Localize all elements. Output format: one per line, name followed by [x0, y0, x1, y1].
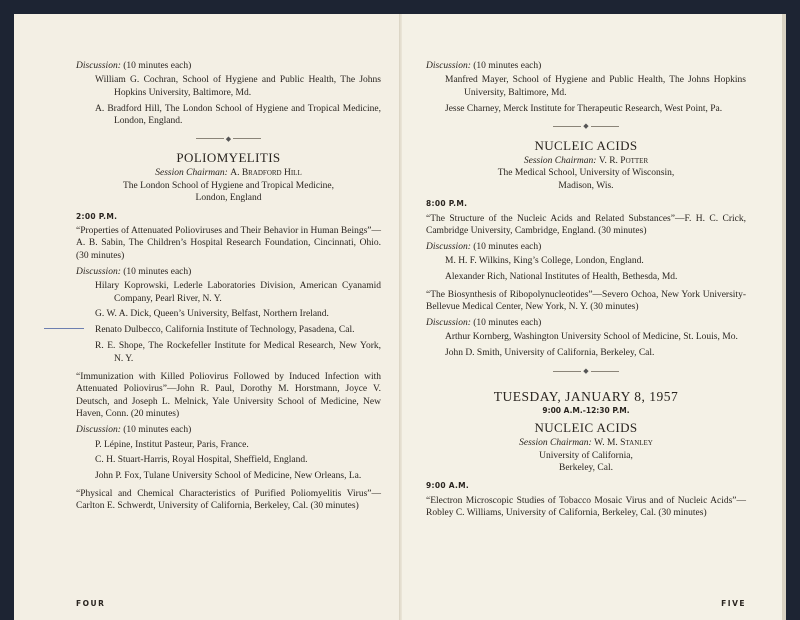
- discussant: A. Bradford Hill, The London School of Hygiene and Tropical Medicine, London, England.: [95, 103, 381, 127]
- discussant: William G. Cochran, School of Hygiene and Public Health, The Johns Hopkins University, Baltimore, Md.: [95, 75, 381, 98]
- chairman-name: V. R. Potter: [598, 155, 649, 166]
- discussion-line: [426, 241, 746, 253]
- paper-entry: “Immunization with Killed Poliovirus Followed by Induced Infection with Attenuated Poliovirus”—John R. Paul, Dorothy M. Horstmann, Joyce V. Deutsch, and Joseph L. Melnick, Yale University School of Medicine, New Haven, Conn. (20 minutes): [76, 372, 381, 420]
- discussant: Arthur Kornberg, Washington University School of Medicine, St. Louis, Mo.: [445, 332, 738, 343]
- day-time: 9:00 A.M.-12:30 P.M.: [542, 406, 630, 416]
- paper-entry: “Physical and Chemical Characteristics of Purified Poliomyelitis Virus”—Carlton E. Schwerdt, University of California, Berkeley, Cal. (30 minutes): [76, 488, 381, 512]
- session-time: 8:00 P.M.: [426, 199, 468, 209]
- paper-entry: “Electron Microscopic Studies of Tobacco Mosaic Virus and of Nucleic Acids”—Robley C. Williams, University of California, Berkeley, Cal. (30 minutes): [426, 495, 746, 519]
- session-time: 9:00 A.M.: [426, 481, 470, 491]
- booklet-edge: [782, 14, 786, 620]
- discussion-label: Discussion:: [426, 241, 471, 252]
- discussant: Renato Dulbecco, California Institute of Technology, Pasadena, Cal.: [95, 325, 355, 336]
- session-chairman: [76, 167, 381, 179]
- chairman-affiliation: Berkeley, Cal.: [559, 463, 613, 474]
- session-time: 2:00 P.M.: [76, 211, 118, 221]
- discussion-note: (10 minutes each): [123, 61, 192, 71]
- discussion-label: Discussion:: [76, 425, 121, 436]
- page-number: FOUR: [76, 599, 106, 608]
- discussant: Hilary Koprowski, Lederle Laboratories Division, American Cyanamid Company, Pearl River, N. Y.: [95, 281, 381, 304]
- discussion-line: [76, 266, 381, 278]
- session-chairman: [426, 155, 746, 167]
- discussant: John D. Smith, University of California, Berkeley, Cal.: [445, 348, 655, 359]
- page-number: FIVE: [721, 599, 746, 608]
- discussion-note: (10 minutes each): [473, 317, 542, 328]
- left-column: [76, 58, 381, 516]
- session-title: POLIOMYELITIS: [176, 149, 281, 165]
- ornament-divider: ◆: [426, 365, 746, 377]
- discussion-label: Discussion:: [426, 61, 471, 71]
- discussant: C. H. Stuart-Harris, Royal Hospital, Sheffield, England.: [95, 455, 308, 466]
- chairman-affiliation: The London School of Hygiene and Tropical Medicine,: [122, 180, 335, 191]
- discussant: G. W. A. Dick, Queen’s University, Belfast, Northern Ireland.: [95, 309, 329, 320]
- chairman-affiliation: Madison, Wis.: [558, 180, 614, 191]
- discussant: P. Lépine, Institut Pasteur, Paris, France.: [95, 439, 249, 450]
- session-chairman: [426, 437, 746, 449]
- chairman-label: Session Chairman:: [519, 438, 592, 449]
- chairman-name: W. M. Stanley: [594, 438, 653, 449]
- discussion-note: (10 minutes each): [473, 241, 542, 252]
- discussant: Alexander Rich, National Institutes of Health, Bethesda, Md.: [445, 272, 678, 283]
- chairman-name: A. Bradford Hill: [230, 168, 302, 179]
- chairman-affiliation: The Medical School, University of Wisconsin,: [497, 168, 675, 179]
- right-page: [402, 14, 786, 620]
- discussant: John P. Fox, Tulane University School of Medicine, New Orleans, La.: [95, 471, 362, 482]
- chairman-affiliation: London, England: [195, 193, 262, 204]
- discussion-line: [76, 60, 381, 72]
- session-title: NUCLEIC ACIDS: [534, 419, 638, 435]
- discussion-label: Discussion:: [426, 317, 471, 328]
- ornament-divider: ◆: [76, 133, 381, 145]
- discussant: M. H. F. Wilkins, King’s College, London, England.: [445, 256, 644, 267]
- paper-entry: “Properties of Attenuated Polioviruses and Their Behavior in Human Beings”—A. B. Sabin, The Children’s Hospital Research Foundation, Cincinnati, Ohio. (30 minutes): [76, 225, 381, 261]
- day-heading: TUESDAY, JANUARY 8, 1957: [493, 389, 679, 405]
- discussant: Manfred Mayer, School of Hygiene and Public Health, The Johns Hopkins University, Baltimore, Md.: [445, 75, 746, 98]
- discussion-line: [426, 60, 746, 72]
- session-title: NUCLEIC ACIDS: [534, 137, 638, 153]
- discussion-label: Discussion:: [76, 61, 121, 71]
- chairman-affiliation: University of California,: [539, 450, 633, 461]
- paper-entry: “The Biosynthesis of Ribopolynucleotides”—Severo Ochoa, New York University-Bellevue Medical Center, New York, N. Y. (30 minutes): [426, 289, 746, 312]
- chairman-label: Session Chairman:: [155, 168, 228, 179]
- chairman-label: Session Chairman:: [523, 155, 597, 166]
- discussion-note: (10 minutes each): [123, 425, 192, 436]
- discussant: Jesse Charney, Merck Institute for Therapeutic Research, West Point, Pa.: [445, 103, 723, 114]
- right-column: [426, 58, 746, 523]
- left-page: [14, 14, 402, 620]
- ornament-divider: ◆: [426, 120, 746, 132]
- discussion-note: (10 minutes each): [473, 61, 542, 71]
- discussion-note: (10 minutes each): [123, 266, 192, 277]
- discussion-line: [76, 424, 381, 436]
- paper-entry: “The Structure of the Nucleic Acids and Related Substances”—F. H. C. Crick, Cambridge University, Cambridge, England. (30 minutes): [426, 213, 746, 236]
- discussion-label: Discussion:: [76, 266, 121, 277]
- discussion-line: [426, 317, 746, 329]
- discussant: R. E. Shope, The Rockefeller Institute for Medical Research, New York, N. Y.: [95, 341, 381, 364]
